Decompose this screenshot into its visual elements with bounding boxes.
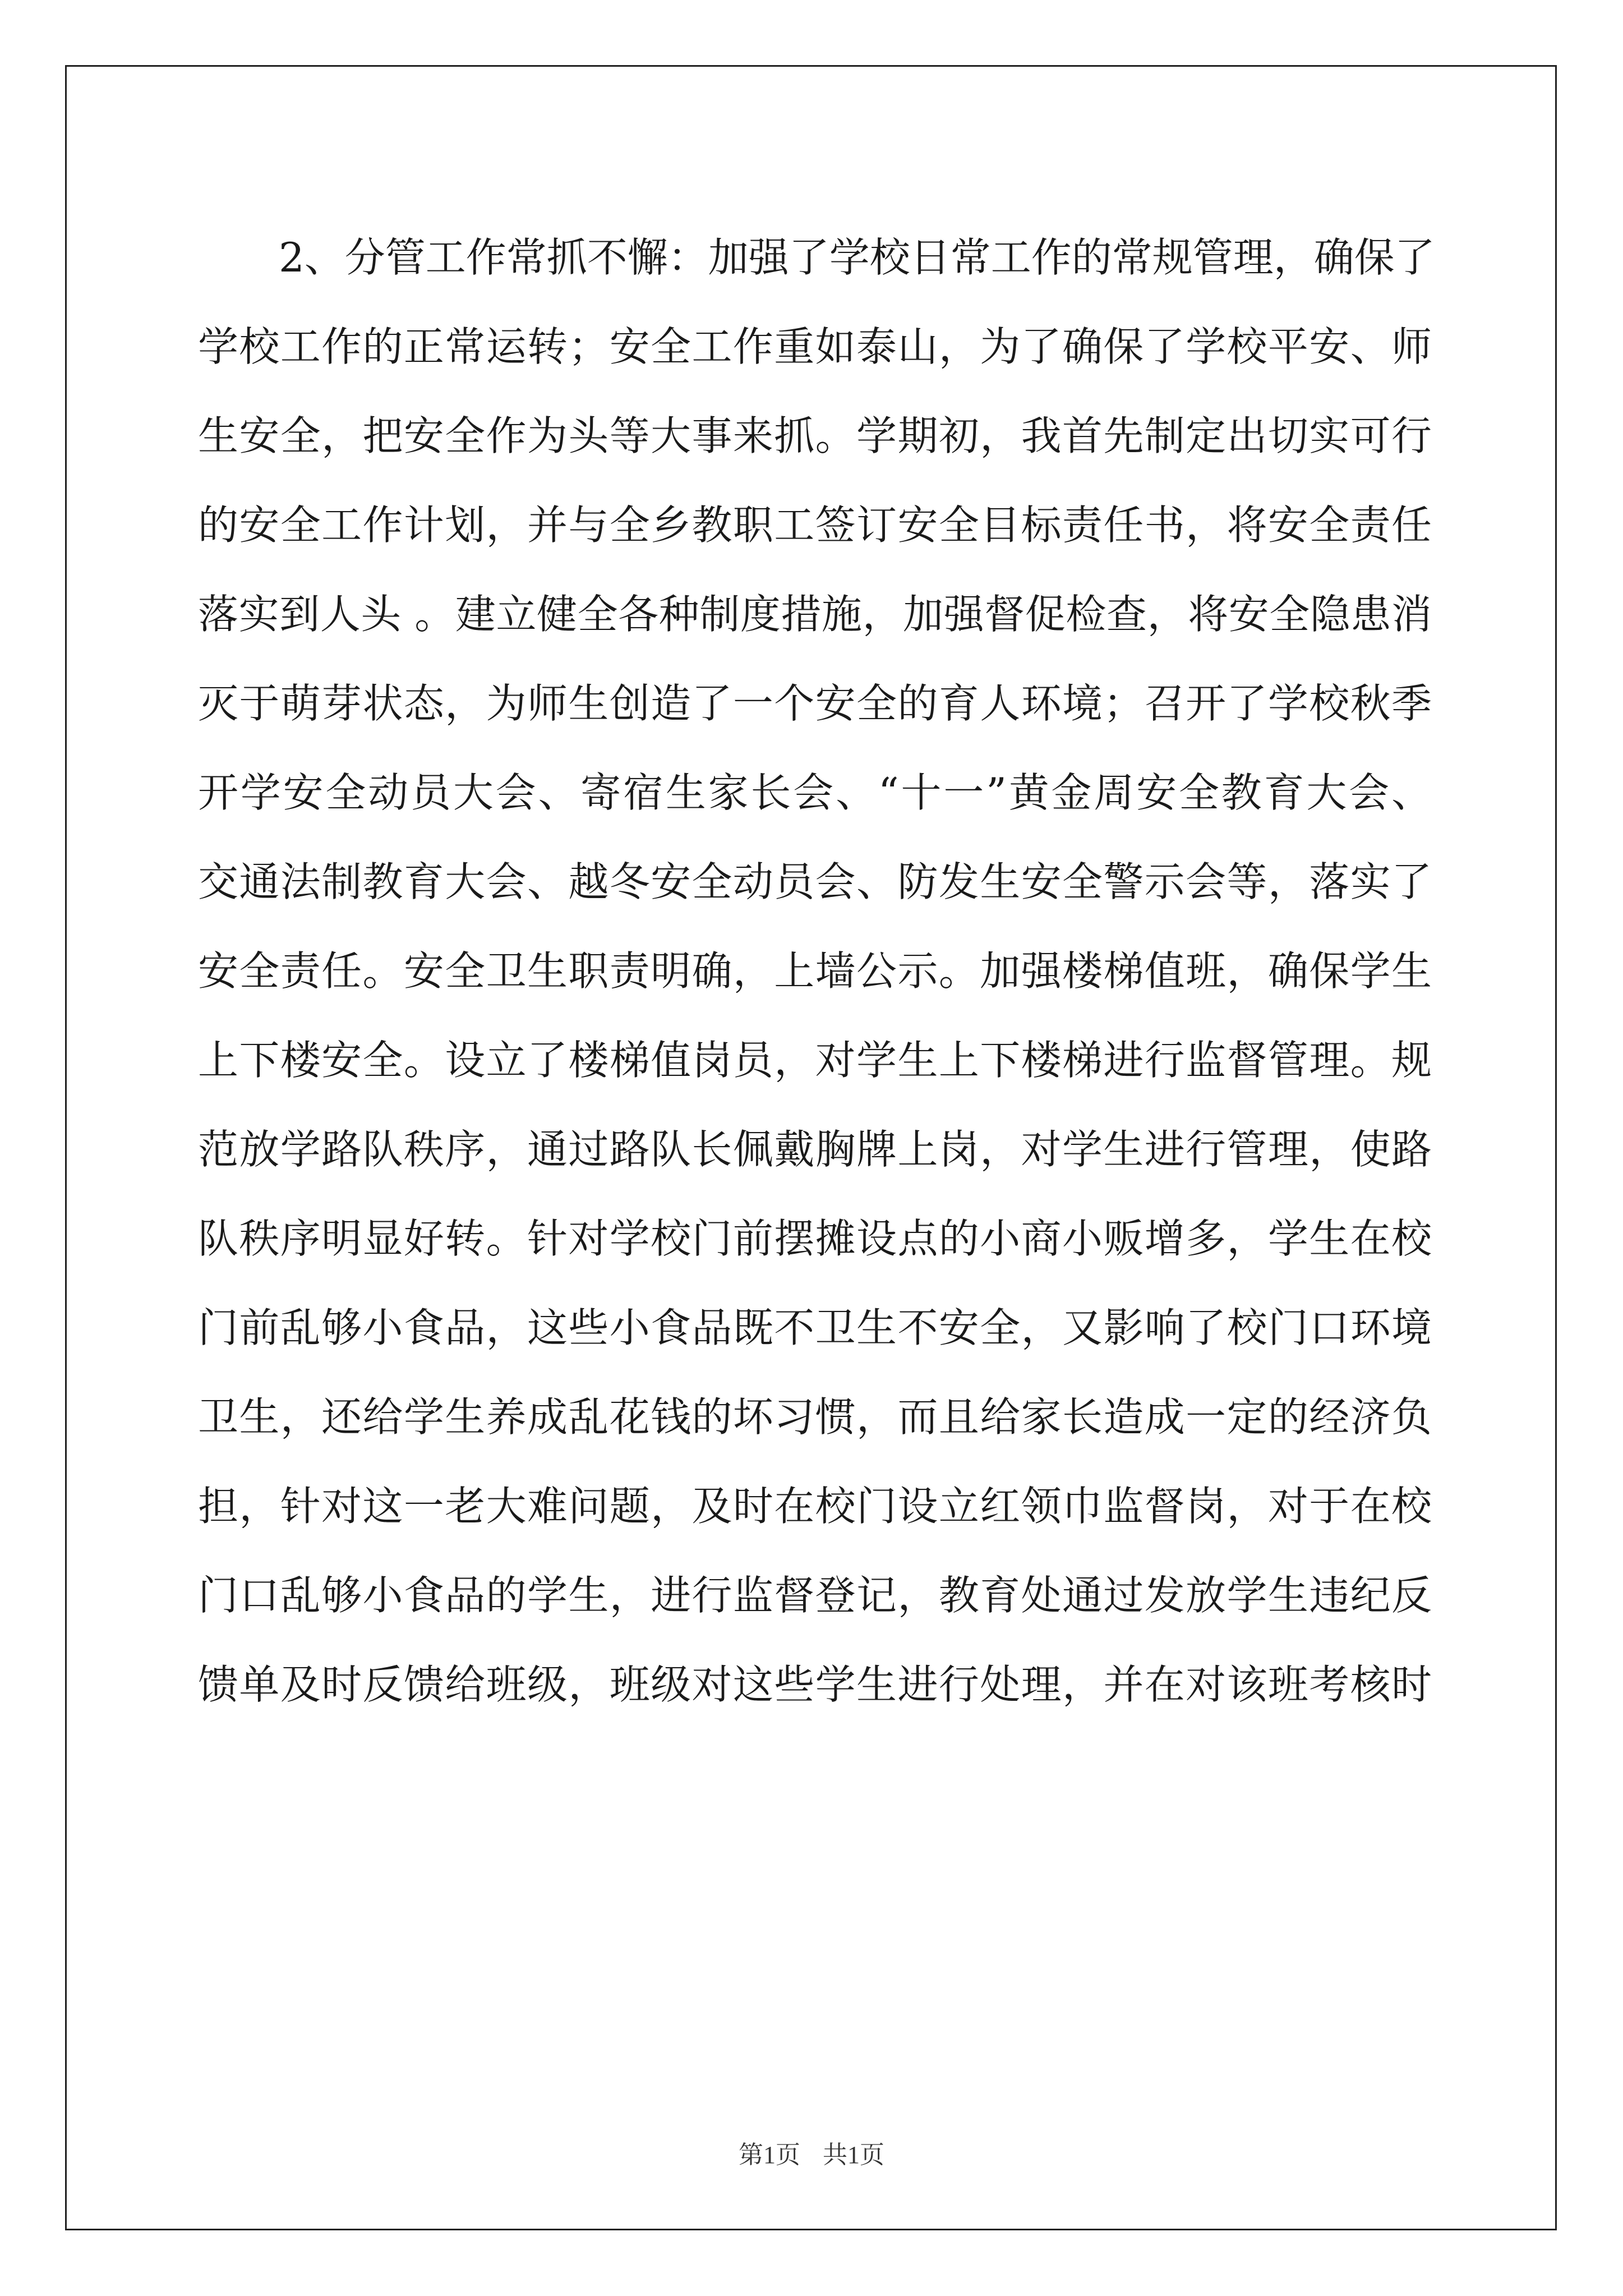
text-line-13: 门前乱够小食品，这些小食品既不卫生不安全，又影响了校门口环境 <box>198 1304 1432 1351</box>
text-line-16: 门口乱够小食品的学生，进行监督登记，教育处通过发放学生违纪反 <box>198 1572 1432 1619</box>
text-line-2: 学校工作的正常运转；安全工作重如泰山，为了确保了学校平安、师 <box>198 323 1432 370</box>
page-number-current: 第1页 <box>739 2141 800 2169</box>
text-line-14: 卫生，还给学生养成乱花钱的坏习惯，而且给家长造成一定的经济负 <box>198 1393 1432 1441</box>
text-line-7: 开学安全动员大会、寄宿生家长会、“十一”黄金周安全教育大会、 <box>198 769 1432 816</box>
page-number-total: 共1页 <box>823 2141 884 2169</box>
text-line-15: 担，针对这一老大难问题，及时在校门设立红领巾监督岗，对于在校 <box>198 1483 1432 1530</box>
text-line-17: 馈单及时反馈给班级，班级对这些学生进行处理，并在对该班考核时 <box>198 1661 1432 1708</box>
text-line-6: 灭于萌芽状态，为师生创造了一个安全的育人环境；召开了学校秋季 <box>198 680 1432 727</box>
text-line-8: 交通法制教育大会、越冬安全动员会、防发生安全警示会等，落实了 <box>198 858 1432 905</box>
page-footer <box>0 2134 1623 2170</box>
text-line-9: 安全责任。安全卫生职责明确，上墙公示。加强楼梯值班，确保学生 <box>198 947 1432 995</box>
body-paragraph <box>198 213 1435 1729</box>
text-line-5: 落实到人头 。建立健全各种制度措施，加强督促检查，将安全隐患消 <box>198 591 1432 638</box>
text-line-10: 上下楼安全。设立了楼梯值岗员，对学生上下楼梯进行监督管理。规 <box>198 1037 1432 1084</box>
text-line-1: 2、分管工作常抓不懈：加强了学校日常工作的常规管理，确保了 <box>279 234 1435 281</box>
text-line-11: 范放学路队秩序，通过路队长佩戴胸牌上岗，对学生进行管理，使路 <box>198 1126 1432 1173</box>
text-line-3: 生安全，把安全作为头等大事来抓。学期初，我首先制定出切实可行 <box>198 412 1432 459</box>
text-line-12: 队秩序明显好转。针对学校门前摆摊设点的小商小贩增多，学生在校 <box>198 1215 1432 1262</box>
text-line-4: 的安全工作计划，并与全乡教职工签订安全目标责任书，将安全责任 <box>198 501 1432 549</box>
